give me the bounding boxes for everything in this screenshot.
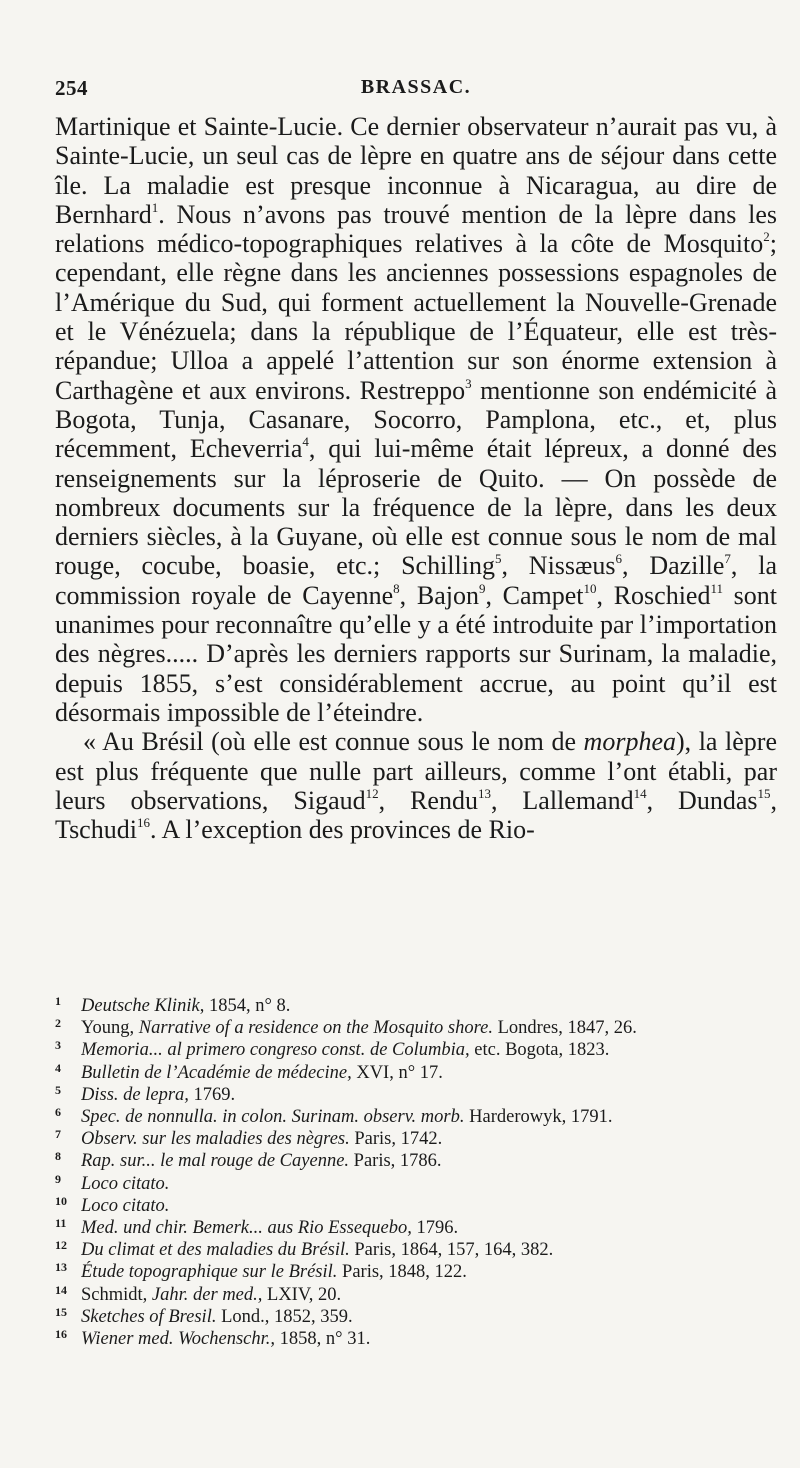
footnote-title: Bulletin de l’Académie de médecine, <box>81 1062 352 1083</box>
footnote-ref: 1 <box>151 199 159 215</box>
footnote-5 <box>55 1084 777 1106</box>
text-run: , Roschied <box>596 580 711 610</box>
footnote-title: Narrative of a residence on the Mosquito shore. <box>138 1018 493 1039</box>
footnote-text <box>81 1239 777 1261</box>
footnote-details: etc. Bogota, 1823. <box>469 1040 610 1061</box>
footnote-title: Spec. de nonnulla. in colon. Surinam. observ. morb. <box>81 1107 465 1128</box>
footnote-details: Paris, 1864, 157, 164, 382. <box>349 1240 554 1261</box>
footnote-ref: 4 <box>302 434 309 450</box>
footnote-mark: 14 <box>55 1282 67 1297</box>
footnote-12 <box>55 1239 777 1261</box>
footnote-details: Paris, 1786. <box>349 1151 442 1172</box>
footnote-ref: 13 <box>477 785 491 801</box>
footnote-ref: 7 <box>724 551 731 567</box>
text-run: , la commission royale de Cayenne <box>55 551 777 610</box>
footnote-title: Memoria... al primero congreso const. de Columbia, <box>81 1040 470 1061</box>
footnote-mark: 16 <box>55 1327 67 1342</box>
footnote-mark: 10 <box>55 1193 67 1208</box>
text-run: ; cependant, elle règne dans les anciennes possessions espagnoles de l’Amérique du Sud, qui forment actuellement la Nouvelle-Grenade et le Vénézuela; dans la république de l’Équateur, elle est très-répandue; Ulloa a appelé l’attention sur son énorme extension à Carthagène et aux environs. Restreppo <box>55 229 777 405</box>
footnote-ref: 3 <box>465 375 472 391</box>
footnote-mark: 5 <box>55 1082 61 1097</box>
text-run: , Campet <box>485 580 584 610</box>
footnote-text <box>81 995 777 1017</box>
footnote-15 <box>55 1306 777 1328</box>
footnote-text <box>81 1284 777 1306</box>
text-run: « Au Brésil (où elle est connue sous le nom de <box>83 727 584 757</box>
footnote-ref: 5 <box>494 551 502 567</box>
footnote-ref: 10 <box>583 580 597 596</box>
footnote-title: Diss. de lepra, <box>81 1084 189 1105</box>
footnote-title: Du climat et des maladies du Brésil. <box>81 1240 350 1261</box>
text-run: , Tschudi <box>55 785 777 845</box>
footnote-details: Londres, 1847, 26. <box>492 1018 637 1039</box>
footnote-6 <box>55 1106 777 1128</box>
footnote-ref: 2 <box>763 229 770 245</box>
footnote-details: , 1854, n° 8. <box>199 996 291 1016</box>
footnote-8 <box>55 1150 777 1172</box>
text-run: , Nissæus <box>501 551 616 581</box>
text-run: , Dundas <box>646 785 758 815</box>
footnote-title: Med. und chir. Bemerk... aus Rio Essequebo, <box>81 1218 412 1239</box>
footnote-1 <box>55 995 777 1017</box>
footnote-10 <box>55 1195 777 1217</box>
footnote-9 <box>55 1173 777 1195</box>
footnote-mark: 6 <box>55 1105 61 1120</box>
footnote-ref: 16 <box>136 815 150 831</box>
footnote-4 <box>55 1062 777 1084</box>
footnote-details: LXIV, 20. <box>262 1284 342 1305</box>
footnote-details: 1796. <box>411 1218 459 1239</box>
footnote-text <box>81 1128 777 1150</box>
footnote-details: Paris, 1742. <box>349 1129 443 1150</box>
footnotes <box>55 995 777 1350</box>
footnote-16 <box>55 1328 777 1350</box>
footnote-ref: 8 <box>393 580 400 596</box>
footnote-text <box>81 1106 777 1128</box>
footnote-mark: 4 <box>55 1060 61 1075</box>
footnote-title: Sketches of Bresil. <box>81 1306 217 1327</box>
paragraph-1 <box>55 112 777 727</box>
footnote-mark: 9 <box>55 1171 61 1186</box>
footnote-mark: 1 <box>55 994 61 1008</box>
footnote-ref: 6 <box>615 551 622 567</box>
text-run: , Rendu <box>378 785 478 815</box>
footnote-mark: 3 <box>55 1038 61 1053</box>
footnote-mark: 2 <box>55 1016 61 1031</box>
footnote-14 <box>55 1284 777 1306</box>
footnote-13 <box>55 1261 777 1283</box>
text-run: , qui lui-même était lépreux, a donné des renseignements sur la léproserie de Quito. — On possède de nombreux documents sur la fréquence de la lèpre, dans les deux derniers siècles, à la Guyane, où elle est connue sous le nom de mal rouge, cocube, boasie, etc.; Schilling <box>55 434 777 581</box>
footnote-title: Jahr. der med., <box>151 1284 263 1305</box>
italic-term: morphea <box>583 727 676 757</box>
footnote-text <box>81 1039 777 1061</box>
footnote-title: Rap. sur... le mal rouge de Cayenne. <box>81 1151 350 1172</box>
text-run: mentionne son endémicité à Bogota, Tunja, Casanare, Socorro, Pamplona, etc., et, plus récemment, Echeverria <box>55 375 777 464</box>
footnote-details: Harderowyk, 1791. <box>464 1107 613 1128</box>
footnote-text <box>81 1062 777 1084</box>
footnote-author: Schmidt, <box>81 1284 152 1305</box>
footnote-details: 1858, n° 31. <box>275 1329 371 1350</box>
footnote-text <box>81 1017 777 1039</box>
footnote-ref: 12 <box>365 785 379 801</box>
footnote-ref: 11 <box>710 580 723 596</box>
footnote-7 <box>55 1128 777 1150</box>
footnote-text <box>81 1306 777 1328</box>
footnote-title: Étude topographique sur le Brésil. <box>81 1262 338 1283</box>
footnote-details: 1769. <box>188 1084 236 1105</box>
footnote-text <box>81 1150 777 1172</box>
text-run: , Bajon <box>399 580 479 610</box>
footnote-details: XVI, n° 17. <box>351 1062 443 1083</box>
body-text <box>55 112 777 844</box>
footnote-ref: 9 <box>478 580 486 596</box>
footnote-11 <box>55 1217 777 1239</box>
footnote-title: Observ. sur les maladies des nègres. <box>81 1129 350 1150</box>
footnote-3 <box>55 1039 777 1061</box>
footnote-title: Wiener med. Wochenschr., <box>81 1329 276 1350</box>
footnote-mark: 13 <box>55 1260 67 1275</box>
footnote-ref: 15 <box>757 785 771 801</box>
footnote-mark: 15 <box>55 1304 67 1319</box>
footnote-mark: 12 <box>55 1238 67 1253</box>
footnote-text <box>81 1261 777 1283</box>
footnote-author: Young, <box>81 1018 139 1039</box>
footnote-mark: 7 <box>55 1127 61 1142</box>
text-run: ), la lèpre est plus fréquente que nulle part ailleurs, comme l’ont établi, par leurs observations, Sigaud <box>55 727 777 815</box>
footnote-text <box>81 1217 777 1239</box>
footnote-title: Deutsche Klinik <box>81 996 200 1016</box>
footnote-details: Paris, 1848, 122. <box>337 1262 467 1283</box>
footnote-mark: 8 <box>55 1149 61 1164</box>
running-head: BRASSAC. <box>360 76 472 98</box>
footnote-ref: 14 <box>633 785 647 801</box>
text-run: . Nous n’avons pas trouvé mention de la lèpre dans les relations médico-topographiques relatives à la côte de Mosquito <box>55 199 777 259</box>
text-run: sont unanimes pour reconnaître qu’elle y a été introduite par l’importation des nègres..... D’après les derniers rapports sur Surinam, la maladie, depuis 1855, s’est considérablement accrue, au point qu’il est désormais impossible de l’éteindre. <box>55 580 778 727</box>
text-run: . A l’exception des provinces de Rio- <box>149 815 535 845</box>
footnote-mark: 11 <box>55 1216 67 1231</box>
footnote-text <box>81 1173 777 1195</box>
text-run: , Lallemand <box>490 785 634 815</box>
paragraph-2 <box>55 727 777 844</box>
footnote-title: Loco citato. <box>81 1173 170 1194</box>
footnote-text <box>81 1328 777 1350</box>
page-number: 254 <box>55 76 88 100</box>
footnote-text <box>81 1195 777 1217</box>
footnote-details: Lond., 1852, 359. <box>216 1306 353 1327</box>
page-header <box>55 76 777 106</box>
text-run: Martinique et Sainte-Lucie. Ce dernier observateur n’aurait pas vu, à Sainte-Lucie, un seul cas de lèpre en quatre ans de séjour dans cette île. La maladie est presque inconnue à Nicaragua, au dire de Bernhard <box>55 112 777 229</box>
footnote-text <box>81 1084 777 1106</box>
text-run: , Dazille <box>622 551 725 581</box>
footnote-title: Loco citato. <box>81 1195 170 1216</box>
footnote-2 <box>55 1017 777 1039</box>
